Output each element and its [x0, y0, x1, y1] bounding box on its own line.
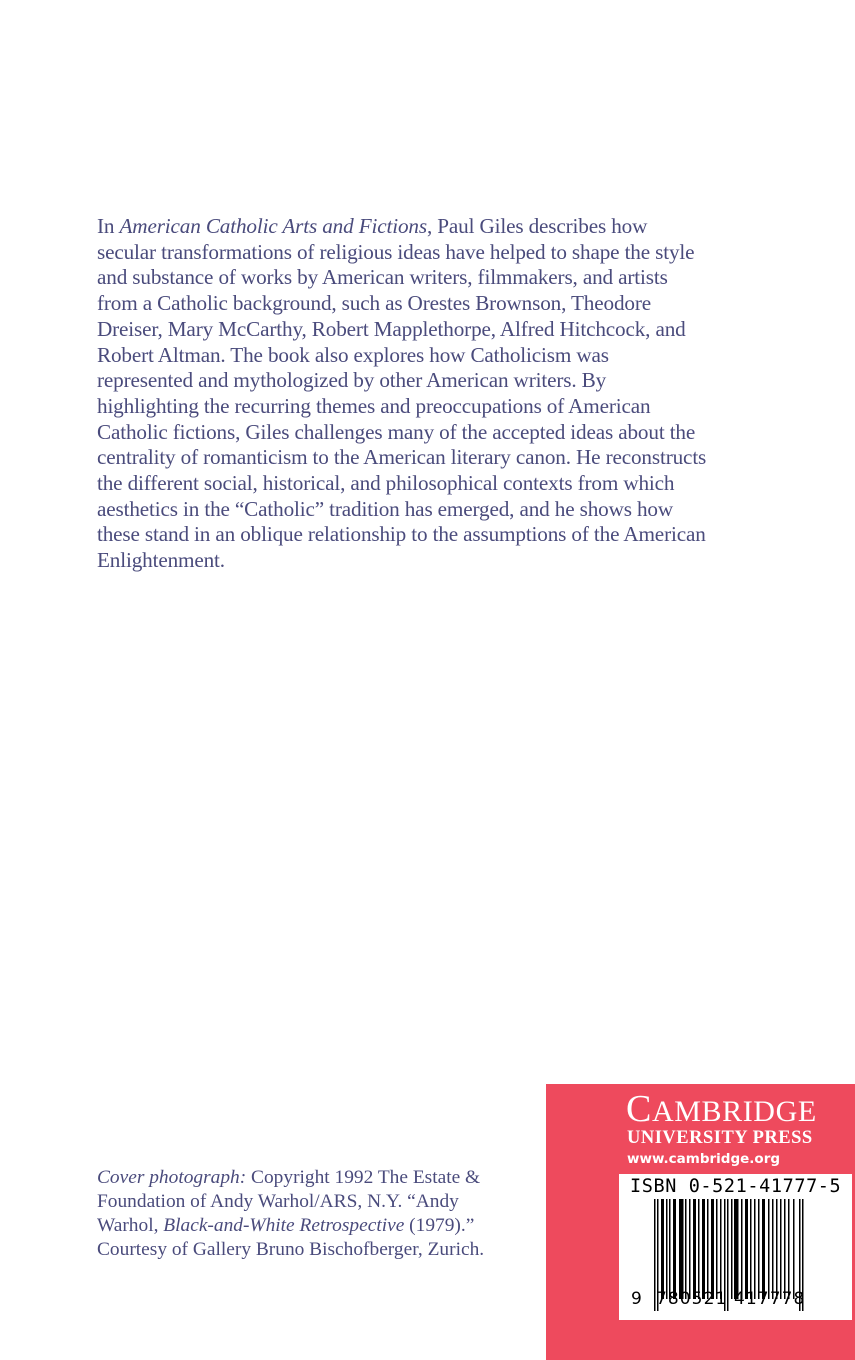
blurb-line: secular transformations of religious ideas have helped to shape the style [97, 239, 695, 264]
publisher-panel [546, 1084, 855, 1360]
blurb-line: Enlightenment. [97, 548, 225, 573]
credit-label: Cover photograph: [97, 1167, 247, 1188]
ean-number: 9 780521 417778 [631, 1289, 806, 1309]
blurb-line: Catholic fictions, Giles challenges many of the accepted ideas about the [97, 419, 696, 444]
blurb-line: represented and mythologized by other American writers. By [97, 368, 607, 393]
publisher-subtitle: UNIVERSITY PRESS [627, 1128, 813, 1148]
blurb-line: and substance of works by American writers, filmmakers, and artists [97, 265, 668, 290]
artwork-title: Black-and-White Retrospective [163, 1215, 405, 1236]
cover-photo-credit: Cover photograph: Copyright 1992 The Estate & Foundation of Andy Warhol/ARS, N.Y. “Andy Warhol, Black-and-White Retrospective (1979).” Courtesy of Gallery Bruno Bischofberger, Zurich. [97, 1167, 485, 1260]
blurb-line: Robert Altman. The book also explores how Catholicism was [97, 342, 609, 367]
isbn-label: ISBN 0-521-41777-5 [630, 1176, 842, 1197]
blurb-line: aesthetics in the “Catholic” tradition has emerged, and he shows how [97, 496, 674, 521]
blurb-line: centrality of romanticism to the American literary canon. He reconstructs [97, 445, 707, 470]
publisher-url: www.cambridge.org [627, 1151, 781, 1167]
blurb-line: these stand in an oblique relationship to the assumptions of the American [97, 522, 706, 547]
blurb-line: highlighting the recurring themes and preoccupations of American [97, 393, 651, 418]
publisher-logo: CAMBRIDGE [626, 1088, 817, 1130]
back-cover-blurb [97, 214, 797, 574]
barcode-panel [619, 1174, 852, 1320]
blurb-line: from a Catholic background, such as Orestes Brownson, Theodore [97, 291, 652, 316]
blurb-line: In American Catholic Arts and Fictions, Paul Giles describes how [97, 214, 648, 238]
blurb-line: Dreiser, Mary McCarthy, Robert Mapplethorpe, Alfred Hitchcock, and [97, 316, 686, 341]
blurb-line: the different social, historical, and philosophical contexts from which [97, 471, 675, 496]
book-title: American Catholic Arts and Fictions [119, 214, 427, 238]
